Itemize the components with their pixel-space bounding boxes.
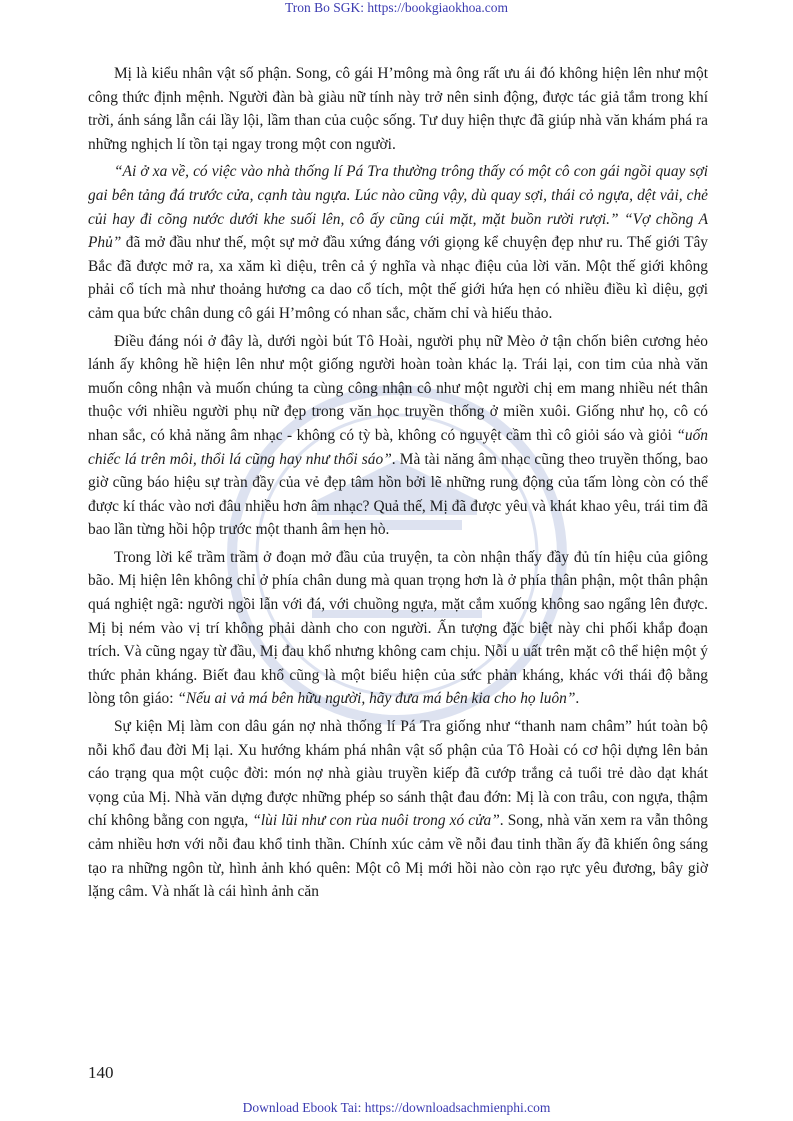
page-number: 140 xyxy=(88,1063,114,1082)
paragraph-3-text-a: Điều đáng nói ở đây là, dưới ngòi bút Tô Hoài, người phụ nữ Mèo ở tận chốn biên cương hẻo lánh ấy không hề hiện lên như một giống người hoàn toàn khác lạ. Trái lại, con tim của nhà văn muốn công nhận và muốn chúng ta cùng công nhận cô như một người chị em mang nhiều nét thân thuộc với nhiều người phụ nữ đẹp trong văn học truyền thống ở miền xuôi. Giống như họ, cô có nhan sắc, có khả năng âm nhạc - không có tỳ bà, không có nguyệt cầm thì cô giỏi sáo và giỏi xyxy=(88,332,708,444)
paragraph-5-quote: “lùi lũi như con rùa nuôi trong xó cửa” xyxy=(252,812,500,830)
paragraph-4-text-b: . xyxy=(575,690,580,708)
paragraph-3-quote: “uốn chiếc lá trên môi, thổi lá cũng hay như thổi sáo” xyxy=(88,426,708,468)
opening-quote: “Ai ở xa về, có việc vào nhà thống lí Pá Tra thường trông thấy có một cô con gái ngồi quay sợi gai bên tảng đá trước cửa, cạnh tàu ngựa. Lúc nào cũng vậy, dù quay sợi, thái cỏ ngựa, dệt vải, chẻ củi hay đi cõng nước dưới khe suối lên, cô ấy cũng cúi mặt, mặt buồn rười rượi.” xyxy=(88,163,708,228)
paragraph-3 xyxy=(88,330,708,542)
work-title: “Vợ chồng A Phủ” xyxy=(88,210,708,252)
paragraph-1: Mị là kiểu nhân vật số phận. Song, cô gái H’mông mà ông rất ưu ái đó không hiện lên như một công thức định mệnh. Người đàn bà giàu nữ tính này trở nên sinh động, được tác giả tắm trong khí trời, ánh sáng lẫn cái lầy lội, lầm than của cuộc sống. Tư duy hiện thực đã giúp nhà văn khám phá ra những nghịch lí tồn tại ngay trong một con người. xyxy=(88,65,708,153)
paragraph-2-text: đã mở đầu như thế, một sự mở đầu xứng đáng với giọng kể chuyện đẹp như ru. Thế giới Tây Bắc đã được mở ra, xa xăm kì diệu, trên cả ý nghĩa và nhạc điệu của lời văn. Một thế giới không phải cổ tích mà như thoảng hương ca dao cổ tích, một thế giới hứa hẹn có nhiều điều kì diệu, gợi cảm qua bức chân dung cô gái H’mông có nhan sắc, chăm chỉ và hiếu thảo. xyxy=(88,234,708,322)
paragraph-5 xyxy=(88,715,708,904)
paragraph-5-text-b: . Song, nhà văn xem ra vẫn thông cảm nhiều hơn với nỗi đau khổ tinh thần. Chính xúc cảm về nỗi đau tinh thần ấy đã khiến ông sáng tạo ra những ngôn từ, hình ảnh khó quên: Một cô Mị mới hồi nào còn rạo rực yêu đương, bây giờ lặng câm. Và nhất là cái hình ảnh căn xyxy=(88,812,708,901)
paragraph-2 xyxy=(88,160,708,325)
footer-download-link[interactable]: Download Ebook Tai: https://downloadsachmienphi.com xyxy=(242,1100,551,1115)
paragraph-4 xyxy=(88,546,708,711)
paragraph-4-text-a: Trong lời kể trầm trầm ở đoạn mở đầu của truyện, ta còn nhận thấy đầy đủ tín hiệu của giông bão. Mị hiện lên không chỉ ở phía chân dung mà quan trọng hơn là ở phía thân phận, một thân phận quá nghiệt ngã: người ngồi lẫn với đá, với chuồng ngựa, mặt cắm xuống không sao ngẩng lên được. Mị bị ném vào vị trí không phải dành cho con người. Ấn tượng đặc biệt này chi phối khắp đoạn trích. Và cũng ngay từ đầu, Mị đau khổ nhưng không cam chịu. Nỗi u uất trên mặt cô thể hiện một ý thức phản kháng. Biết đau khổ cũng là một biểu hiện của sức phản kháng, khác với thái độ bằng lòng tôn giáo: xyxy=(88,548,708,708)
header-source-link[interactable]: Tron Bo SGK: https://bookgiaokhoa.com xyxy=(284,0,508,15)
paragraph-4-quote: “Nếu ai vả má bên hữu người, hãy đưa má bên kia cho họ luôn” xyxy=(177,690,576,708)
paragraph-3-text-b: . Mà tài năng âm nhạc cũng theo truyền thống, bao giờ cũng báo hiệu sự tràn đầy của vẻ đẹp tâm hồn bởi lẽ những rung động của tấm lòng còn có thể được kí thác vào nơi đâu nhiều hơn âm nhạc? Quả thế, Mị đã được yêu và khát khao yêu, trái tim đã bao lần từng hồi hộp trước một thanh âm hẹn hò. xyxy=(88,450,708,539)
page-body xyxy=(88,62,708,908)
paragraph-5-text-a: Sự kiện Mị làm con dâu gán nợ nhà thống lí Pá Tra giống như “thanh nam châm” hút toàn bộ nỗi khổ đau đời Mị lại. Xu hướng khám phá nhân vật số phận của Tô Hoài có cơ hội dựng lên bản cáo trạng qua một cuộc đời: món nợ nhà giàu truyền kiếp đã cướp trắng cả tuổi trẻ dào dạt khát vọng của Mị. Nhà văn dựng được những phép so sánh thật đau đớn: Mị là con trâu, con ngựa, thậm chí không bằng con ngựa, xyxy=(88,718,708,830)
